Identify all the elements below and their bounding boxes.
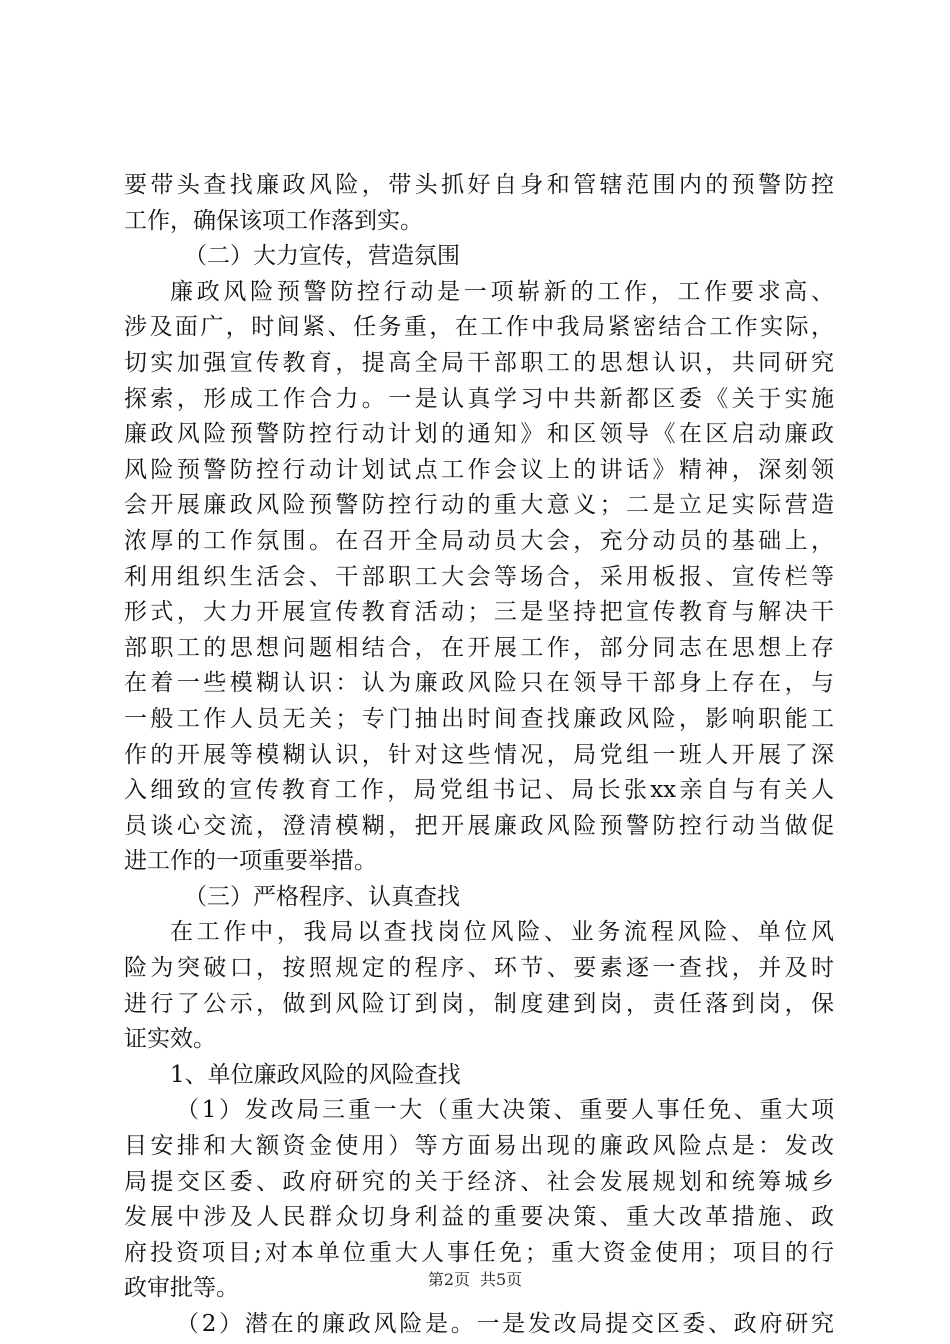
text-line: 部职工的思想问题相结合，在开展工作，部分同志在思想上存 bbox=[124, 634, 834, 661]
text-line: 要带头查找廉政风险，带头抓好自身和管辖范围内的预警防控 bbox=[124, 172, 834, 198]
text-line: 目安排和大额资金使用）等方面易出现的廉政风险点是：发改 bbox=[124, 1133, 834, 1160]
page-total: 共5页 bbox=[480, 1270, 523, 1289]
text-line: 一般工作人员无关；专门抽出时间查找廉政风险，影响职能工 bbox=[124, 705, 834, 732]
text-line: 廉政风险预警防控行动计划的通知》和区领导《在区启动廉政 bbox=[124, 421, 834, 448]
document-body bbox=[124, 168, 834, 1343]
text-line: 发展中涉及人民群众切身利益的重要决策、重大改革措施、政 bbox=[124, 1204, 834, 1231]
text-line: 利用组织生活会、干部职工大会等场合，采用板报、宣传栏等 bbox=[124, 563, 834, 590]
text-line: 员谈心交流，澄清模糊，把开展廉政风险预警防控行动当做促 bbox=[124, 812, 834, 839]
section-heading: （二）大力宣传，营造氛围 bbox=[184, 243, 460, 270]
text-line: 切实加强宣传教育，提高全局干部职工的思想认识，共同研究 bbox=[124, 349, 834, 376]
text-line: 进行了公示，做到风险订到岗，制度建到岗，责任落到岗，保 bbox=[124, 990, 834, 1017]
section-heading: （三）严格程序、认真查找 bbox=[184, 883, 460, 910]
text-line: 进工作的一项重要举措。 bbox=[124, 848, 377, 875]
text-line: 府投资项目;对本单位重大人事任免；重大资金使用；项目的行 bbox=[124, 1239, 834, 1266]
text-line: 浓厚的工作氛围。在召开全局动员大会，充分动员的基础上， bbox=[124, 527, 834, 554]
text-line: 探索，形成工作合力。一是认真学习中共新都区委《关于实施 bbox=[124, 385, 834, 412]
text-line: 证实效。 bbox=[124, 1026, 216, 1053]
text-line: 风险预警防控行动计划试点工作会议上的讲话》精神，深刻领 bbox=[124, 456, 834, 483]
text-line: 形式，大力开展宣传教育活动；三是坚持把宣传教育与解决干 bbox=[124, 599, 834, 626]
text-line: 涉及面广，时间紧、任务重，在工作中我局紧密结合工作实际， bbox=[124, 314, 834, 341]
text-line: 政审批等。 bbox=[124, 1275, 239, 1302]
text-line: （1）发改局三重一大（重大决策、重要人事任免、重大项 bbox=[176, 1097, 834, 1124]
text-line: 廉政风险预警防控行动是一项崭新的工作，工作要求高、 bbox=[170, 278, 834, 305]
text-line: 工作，确保该项工作落到实。 bbox=[124, 207, 423, 234]
text-line: 在着一些模糊认识：认为廉政风险只在领导干部身上存在，与 bbox=[124, 670, 834, 697]
text-line: 会开展廉政风险预警防控行动的重大意义；二是立足实际营造 bbox=[124, 492, 834, 519]
text-line: 入细致的宣传教育工作，局党组书记、局长张xx亲自与有关人 bbox=[124, 777, 834, 804]
text-line: 作的开展等模糊认识，针对这些情况，局党组一班人开展了深 bbox=[124, 741, 834, 768]
page-footer bbox=[0, 1270, 950, 1290]
page-number: 第2页 bbox=[427, 1270, 470, 1289]
text-line: 险为突破口，按照规定的程序、环节、要素逐一查找，并及时 bbox=[124, 955, 834, 982]
text-line: 局提交区委、政府研究的关于经济、社会发展规划和统筹城乡 bbox=[124, 1168, 834, 1195]
subsection-heading: 1、单位廉政风险的风险查找 bbox=[170, 1061, 461, 1088]
text-line: 在工作中，我局以查找岗位风险、业务流程风险、单位风 bbox=[170, 919, 834, 946]
text-line: （2）潜在的廉政风险是。一是发改局提交区委、政府研究 bbox=[176, 1311, 834, 1337]
